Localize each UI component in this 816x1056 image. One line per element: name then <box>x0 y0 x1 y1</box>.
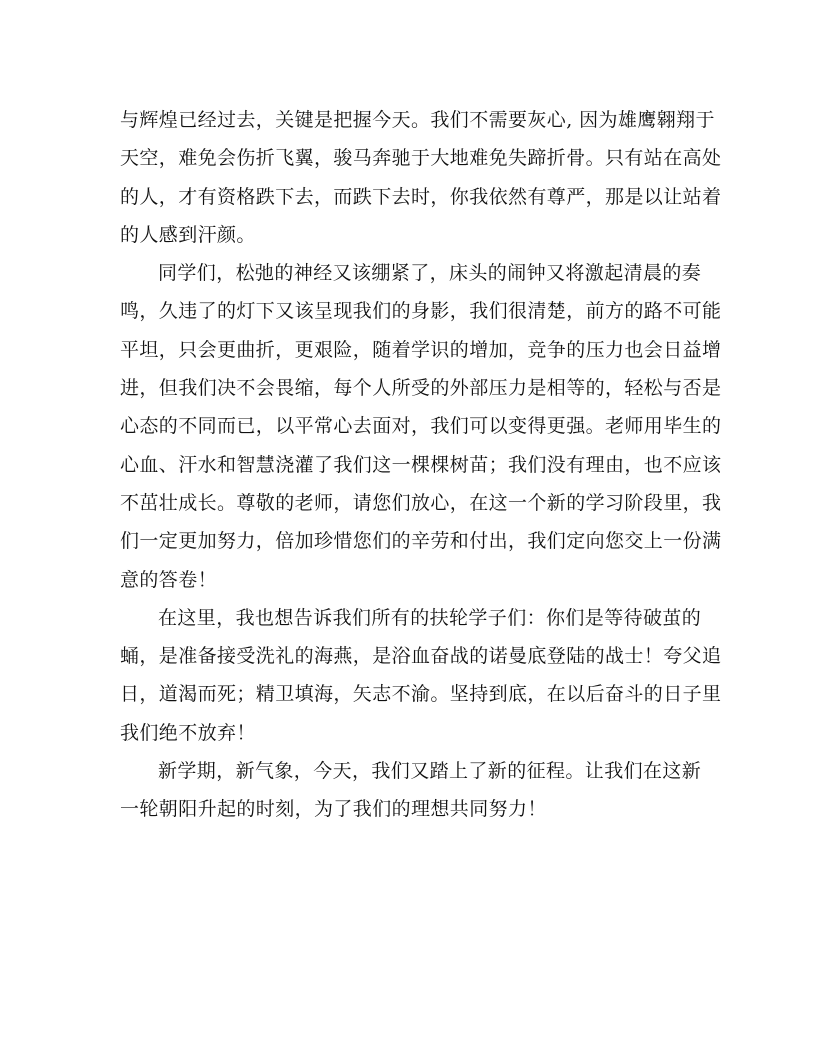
text-line: 意的答卷！ <box>120 568 218 591</box>
paragraph-3 <box>120 599 722 752</box>
paragraph-1 <box>120 101 722 254</box>
text-line: 的人，才有资格跌下去，而跌下去时，你我依然有尊严，那是以让站着 <box>120 185 722 208</box>
text-line: 心血、汗水和智慧浇灌了我们这一棵棵树苗；我们没有理由，也不应该 <box>120 453 722 476</box>
text-line: 心态的不同而已，以平常心去面对，我们可以变得更强。老师用毕生的 <box>120 415 722 438</box>
text-line: 一轮朝阳升起的时刻，为了我们的理想共同努力！ <box>120 798 547 821</box>
text-line: 平坦，只会更曲折，更艰险，随着学识的增加，竞争的压力也会日益增 <box>120 338 722 361</box>
text-line: 同学们，松弛的神经又该绷紧了，床头的闹钟又将激起清晨的奏 <box>158 262 702 285</box>
text-line: 新学期，新气象，今天，我们又踏上了新的征程。让我们在这新 <box>158 760 702 783</box>
text-line: 鸣，久违了的灯下又该呈现我们的身影，我们很清楚，前方的路不可能 <box>120 300 722 323</box>
text-line: 们一定更加努力，倍加珍惜您们的辛劳和付出，我们定向您交上一份满 <box>120 530 722 553</box>
text-line: 与辉煌已经过去，关键是把握今天。我们不需要灰心, 因为雄鹰翱翔于 <box>120 109 715 131</box>
text-line: 蛹，是准备接受洗礼的海燕，是浴血奋战的诺曼底登陆的战士！夸父追 <box>120 645 722 668</box>
text-line: 日，道渴而死；精卫填海，矢志不渝。坚持到底，在以后奋斗的日子里 <box>120 683 722 706</box>
document-body <box>120 101 722 829</box>
text-line: 的人感到汗颜。 <box>120 223 256 246</box>
text-line: 进，但我们决不会畏缩，每个人所受的外部压力是相等的，轻松与否是 <box>120 377 722 400</box>
text-line: 天空，难免会伤折飞翼，骏马奔驰于大地难免失蹄折骨。只有站在高处 <box>120 147 722 170</box>
text-line: 在这里，我也想告诉我们所有的扶轮学子们：你们是等待破茧的 <box>158 606 702 629</box>
paragraph-4 <box>120 752 702 829</box>
text-line: 不茁壮成长。尊敬的老师，请您们放心，在这一个新的学习阶段里，我 <box>120 491 722 514</box>
paragraph-2 <box>120 254 722 599</box>
text-line: 我们绝不放弃！ <box>120 721 256 744</box>
